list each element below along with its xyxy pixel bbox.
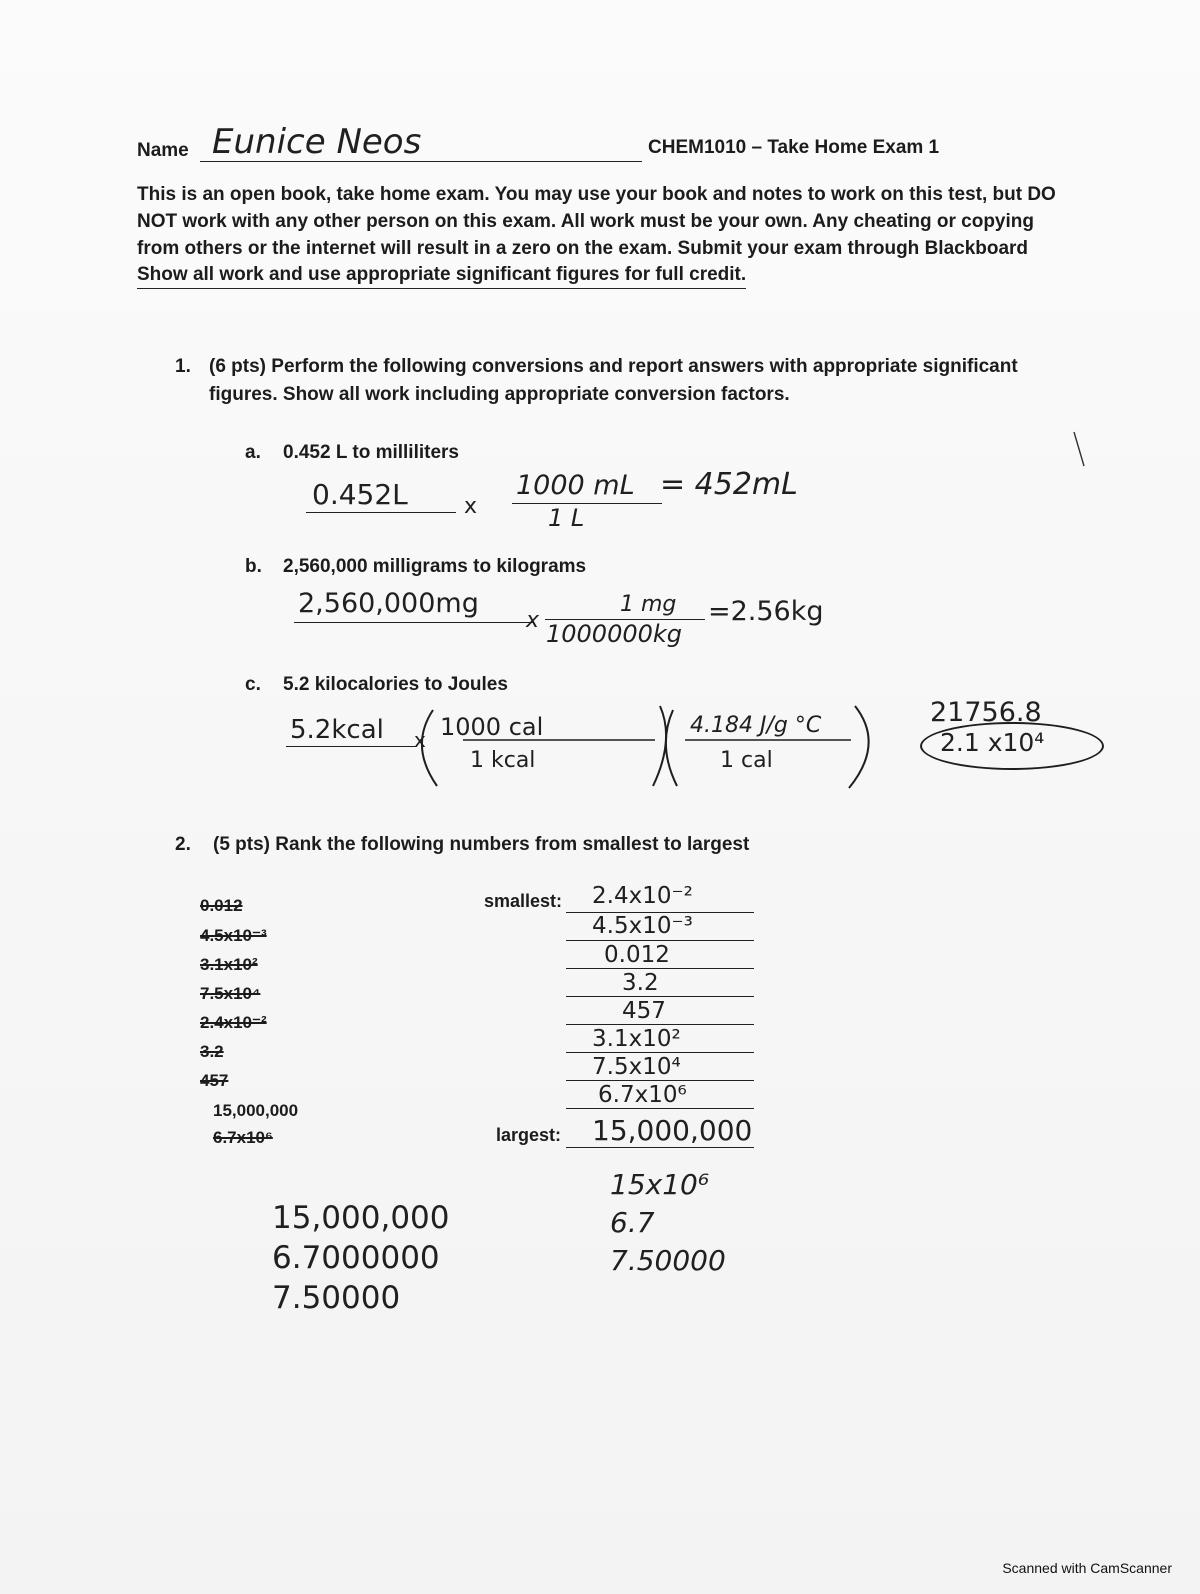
q2-answer-line [566, 1108, 754, 1109]
q2-prompt: (5 pts) Rank the following numbers from smallest to largest [213, 834, 750, 855]
q2-answer-line [566, 940, 754, 941]
q2-answer-line [566, 1052, 754, 1053]
q1c-text: 5.2 kilocalories to Joules [283, 674, 508, 695]
q1-number: 1. [175, 356, 191, 377]
q1c-numerator-1: 1000 cal [440, 713, 544, 741]
q1c-denominator-2: 1 cal [720, 748, 773, 773]
q1c-result-final: 2.1 x10⁴ [940, 728, 1045, 757]
q2-ranked-answer: 6.7x10⁶ [598, 1082, 687, 1108]
q2-given-item: 3.1x10² [200, 955, 258, 974]
scanner-watermark: Scanned with CamScanner [1002, 1560, 1172, 1576]
q2-ranked-answer: 15,000,000 [592, 1114, 753, 1147]
q1a-start-underline [306, 512, 456, 513]
q2-answer-line [566, 1147, 754, 1148]
q1a-times: x [464, 494, 478, 519]
q2-number: 2. [175, 834, 191, 855]
q2-ranked-answer: 0.012 [604, 942, 670, 968]
q2-scratch-right: 15x10⁶ [610, 1168, 710, 1201]
q1a-work-denominator: 1 L [548, 504, 585, 532]
q2-scratch-left: 7.50000 [272, 1280, 401, 1316]
q2-ranked-answer: 3.1x10² [592, 1026, 681, 1052]
q1c-work-start: 5.2kcal [290, 715, 384, 745]
q1b-text: 2,560,000 milligrams to kilograms [283, 556, 587, 577]
q1a-work-start: 0.452L [312, 478, 408, 511]
q2-answer-line [566, 1080, 754, 1081]
q1b-work-start: 2,560,000mg [298, 588, 479, 619]
q1c-result-raw: 21756.8 [930, 697, 1042, 728]
q1c-numerator-2: 4.184 J/g °C [690, 713, 822, 738]
q1a-fraction-bar [512, 503, 662, 504]
q1c-times: x [414, 728, 426, 752]
q2-ranked-answer: 3.2 [622, 970, 659, 996]
q2-given-item: 7.5x10⁴ [200, 984, 261, 1003]
q2-given-item: 15,000,000 [213, 1101, 299, 1120]
q2-answer-line [566, 1024, 754, 1025]
q2-scratch-right: 7.50000 [610, 1244, 726, 1277]
q2-given-item: 6.7x10⁶ [213, 1128, 273, 1147]
q1-prompt-line-1: (6 pts) Perform the following conversions and report answers with appropriate significant [209, 356, 1018, 377]
student-name: Eunice Neos [212, 122, 422, 162]
q2-ranked-answer: 2.4x10⁻² [592, 883, 693, 909]
name-label: Name [137, 140, 189, 161]
q2-given-item: 0.012 [200, 896, 243, 915]
q1b-times: x [526, 608, 540, 633]
q2-scratch-left: 15,000,000 [272, 1200, 450, 1236]
q2-ranked-answer: 457 [622, 998, 666, 1024]
instructions-line-1: This is an open book, take home exam. You may use your book and notes to work on this test, but DO [137, 184, 1056, 205]
q1c-start-underline [286, 746, 416, 747]
instructions-line-2: NOT work with any other person on this exam. All work must be your own. Any cheating or copying [137, 211, 1034, 232]
q1c-label: c. [245, 674, 261, 695]
instructions-line-3: from others or the internet will result in a zero on the exam. Submit your exam through Blackboard [137, 238, 1029, 259]
q1-prompt-line-2: figures. Show all work including appropriate conversion factors. [209, 384, 790, 405]
q2-smallest-label: smallest: [484, 891, 563, 911]
q2-ranked-answer: 4.5x10⁻³ [592, 913, 693, 939]
q1a-text: 0.452 L to milliliters [283, 442, 460, 463]
q2-answer-line [566, 968, 754, 969]
q1b-work-numerator: 1 mg [620, 592, 677, 617]
instructions-line-4: Show all work and use appropriate significant figures for full credit. [137, 262, 746, 289]
q1c-denominator-1: 1 kcal [470, 748, 536, 773]
q1a-work-numerator: 1000 mL [516, 470, 635, 501]
q2-given-item: 3.2 [200, 1042, 224, 1061]
q1b-start-underline [294, 622, 534, 623]
exam-title: CHEM1010 – Take Home Exam 1 [648, 137, 940, 158]
q2-given-item: 4.5x10⁻³ [200, 926, 267, 945]
q1b-work-denominator: 1000000kg [546, 620, 683, 648]
q2-given-item: 457 [200, 1071, 229, 1090]
stray-pen-mark [1070, 430, 1090, 470]
q2-largest-label: largest: [496, 1125, 562, 1145]
q2-given-item: 2.4x10⁻² [200, 1013, 267, 1032]
q1a-label: a. [245, 442, 261, 463]
q2-ranked-answer: 7.5x10⁴ [592, 1054, 681, 1080]
q1b-label: b. [245, 556, 262, 577]
q2-answer-line [566, 996, 754, 997]
q2-scratch-right: 6.7 [610, 1206, 655, 1239]
q2-scratch-left: 6.7000000 [272, 1240, 440, 1276]
q1a-work-result: = 452mL [660, 467, 798, 502]
q1b-work-result: =2.56kg [708, 596, 824, 627]
